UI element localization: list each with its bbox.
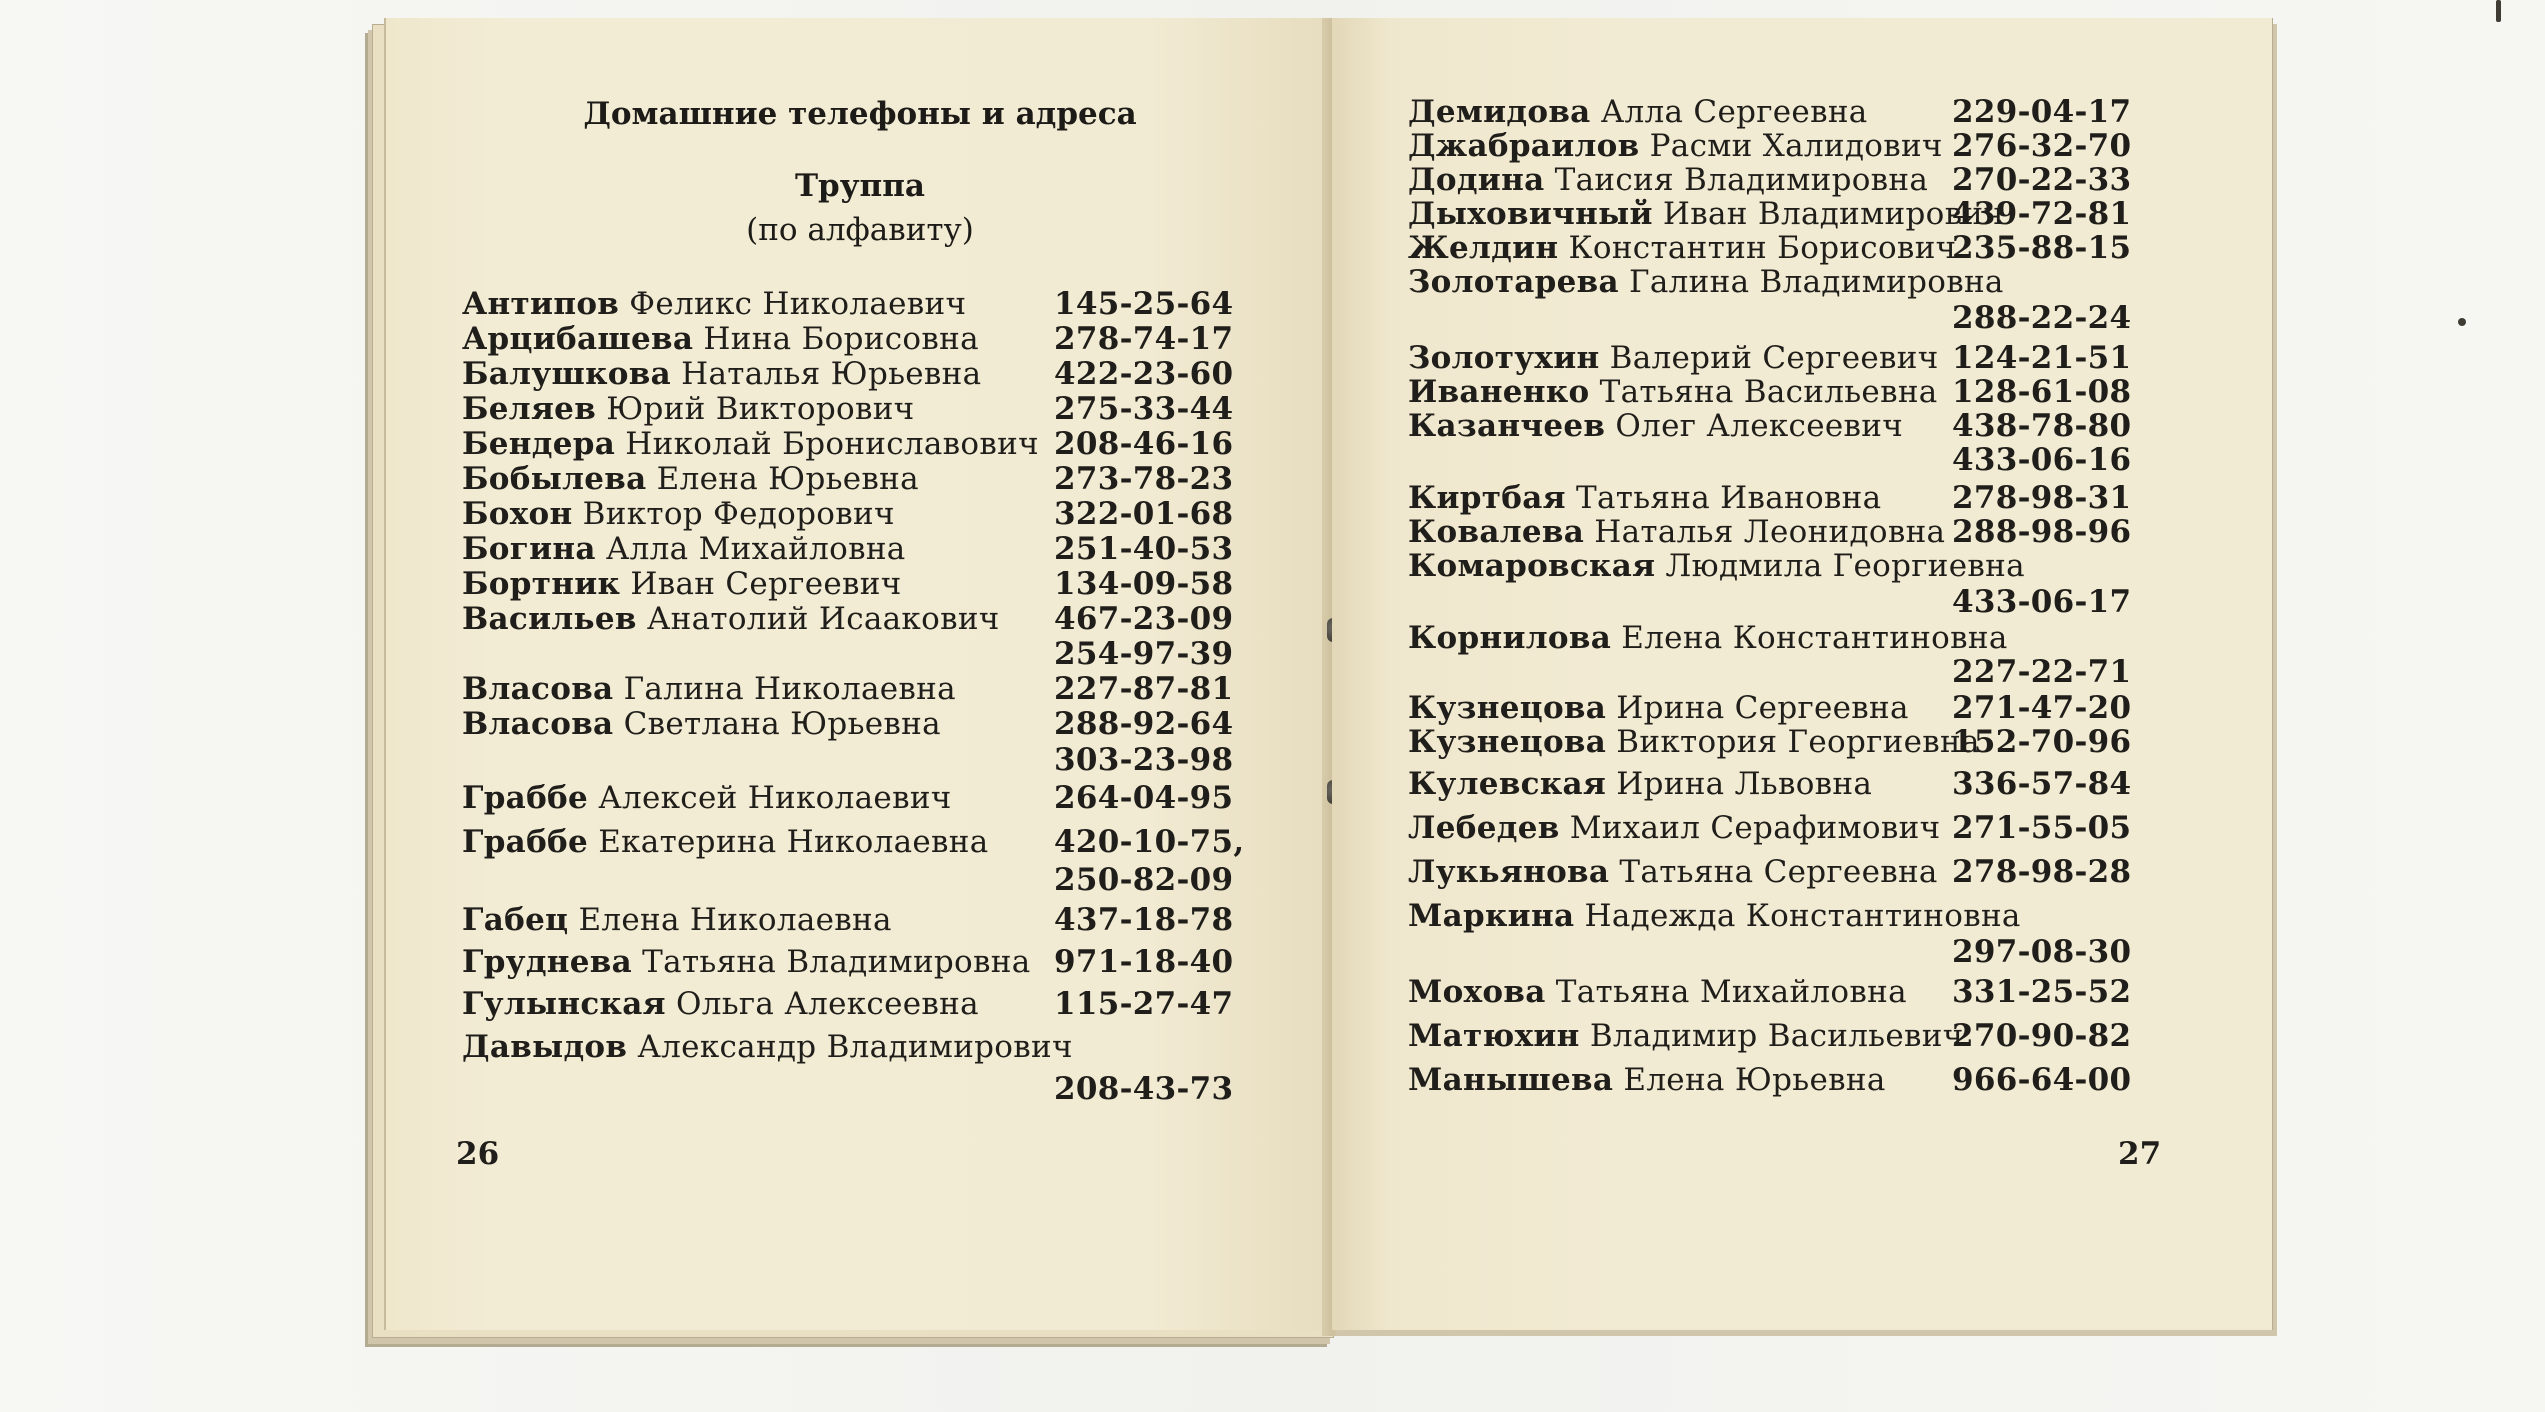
directory-entry <box>462 426 1039 462</box>
entry-surname: Власова <box>462 706 614 742</box>
entry-surname: Додина <box>1408 162 1545 198</box>
entry-given-names: Людмила Георгиевна <box>1655 548 2025 584</box>
phone-number: 128-61-08 <box>1952 374 2132 410</box>
directory-entry <box>1408 374 1938 410</box>
entry-given-names: Татьяна Васильевна <box>1589 374 1938 410</box>
entry-surname: Лебедев <box>1408 810 1560 846</box>
entry-given-names: Елена Юрьевна <box>1613 1062 1886 1098</box>
entry-surname: Ковалева <box>1408 514 1585 550</box>
entry-given-names: Виктор Федорович <box>572 496 895 532</box>
entry-given-names: Александр Владимирович <box>627 1029 1073 1065</box>
booklet-spread <box>372 18 2272 1338</box>
directory-entry <box>462 566 902 602</box>
phone-number: 273-78-23 <box>1054 461 1234 497</box>
phone-number: 115-27-47 <box>1054 986 1234 1022</box>
phone-number: 422-23-60 <box>1054 356 1234 392</box>
phone-number: 278-98-28 <box>1952 854 2132 890</box>
phone-number: 264-04-95 <box>1054 780 1234 816</box>
phone-number: 439-72-81 <box>1952 196 2132 232</box>
entry-surname: Киртбая <box>1408 480 1566 516</box>
entry-given-names: Алла Михайловна <box>595 531 906 567</box>
entry-surname: Золотухин <box>1408 340 1600 376</box>
entry-given-names: Таисия Владимировна <box>1544 162 1929 198</box>
entry-surname: Комаровская <box>1408 548 1656 584</box>
phone-number: 124-21-51 <box>1952 340 2132 376</box>
directory-entry <box>1408 854 1938 890</box>
directory-entry <box>462 986 979 1022</box>
page-number-right: 27 <box>2118 1136 2162 1172</box>
phone-number: 433-06-17 <box>1952 584 2132 620</box>
directory-entry <box>462 944 1031 980</box>
phone-number: 145-25-64 <box>1054 286 1234 322</box>
directory-entry <box>1408 340 1939 376</box>
entry-surname: Джабраилов <box>1408 128 1640 164</box>
directory-entry <box>462 902 892 938</box>
directory-entry <box>1408 480 1881 516</box>
entry-surname: Бохон <box>462 496 573 532</box>
directory-entry <box>462 391 914 427</box>
entry-surname: Антипов <box>462 286 620 322</box>
phone-number: 467-23-09 <box>1054 601 1234 637</box>
entry-given-names: Ирина Львовна <box>1606 766 1873 802</box>
phone-number: 278-98-31 <box>1952 480 2132 516</box>
entry-surname: Мохова <box>1408 974 1546 1010</box>
phone-number: 271-47-20 <box>1952 690 2132 726</box>
entry-given-names: Наталья Леонидовна <box>1584 514 1946 550</box>
phone-number: 433-06-16 <box>1952 442 2132 478</box>
directory-entry <box>1408 690 1909 726</box>
entry-surname: Кулевская <box>1408 766 1607 802</box>
entry-surname: Груднева <box>462 944 633 980</box>
entry-given-names: Николай Брониславович <box>615 426 1039 462</box>
phone-number: 134-09-58 <box>1054 566 1234 602</box>
phone-number: 152-70-96 <box>1952 724 2132 760</box>
dust-mark <box>2496 0 2501 22</box>
entry-given-names: Михаил Серафимович <box>1559 810 1941 846</box>
directory-entry <box>462 356 981 392</box>
directory-entry <box>462 1029 1073 1065</box>
directory-entry <box>1408 1062 1886 1098</box>
directory-entry <box>1408 898 2021 934</box>
entry-surname: Манышева <box>1408 1062 1614 1098</box>
entry-given-names: Елена Николаевна <box>568 902 892 938</box>
directory-entry <box>1408 162 1928 198</box>
entry-surname: Дыховичный <box>1408 196 1653 232</box>
entry-surname: Васильев <box>462 601 637 637</box>
entry-surname: Давыдов <box>462 1029 628 1065</box>
phone-number: 254-97-39 <box>1054 636 1234 672</box>
directory-entry <box>462 531 906 567</box>
directory-entry <box>1408 724 1980 760</box>
entry-given-names: Елена Константиновна <box>1611 620 2008 656</box>
phone-number: 288-22-24 <box>1952 300 2132 336</box>
phone-number: 229-04-17 <box>1952 94 2132 130</box>
phone-number: 966-64-00 <box>1952 1062 2132 1098</box>
entry-given-names: Елена Юрьевна <box>646 461 919 497</box>
phone-number: 971-18-40 <box>1054 944 1234 980</box>
entry-given-names: Алла Сергеевна <box>1590 94 1868 130</box>
section-heading: Труппа <box>794 168 926 204</box>
entry-surname: Гулынская <box>462 986 666 1022</box>
directory-entry <box>1408 230 1956 266</box>
directory-entry <box>1408 974 1907 1010</box>
entry-surname: Матюхин <box>1408 1018 1580 1054</box>
directory-entry <box>1408 810 1940 846</box>
phone-number: 288-92-64 <box>1054 706 1234 742</box>
entry-surname: Золотарева <box>1408 264 1619 300</box>
phone-number: 208-43-73 <box>1054 1071 1234 1107</box>
entry-given-names: Владимир Васильевич <box>1579 1018 1964 1054</box>
directory-entry <box>1408 264 2004 300</box>
directory-entry <box>1408 1018 1964 1054</box>
phone-number: 275-33-44 <box>1054 391 1234 427</box>
directory-entry <box>1408 620 2008 656</box>
phone-number: 278-74-17 <box>1054 321 1234 357</box>
entry-given-names: Ольга Алексеевна <box>665 986 979 1022</box>
entry-surname: Желдин <box>1408 230 1559 266</box>
phone-number: 270-90-82 <box>1952 1018 2132 1054</box>
entry-given-names: Галина Николаевна <box>613 671 956 707</box>
phone-number: 227-87-81 <box>1054 671 1234 707</box>
entry-surname: Кузнецова <box>1408 724 1607 760</box>
directory-entry <box>1408 548 2025 584</box>
entry-given-names: Расми Халидович <box>1639 128 1943 164</box>
phone-number: 271-55-05 <box>1952 810 2132 846</box>
phone-number: 288-98-96 <box>1952 514 2132 550</box>
entry-given-names: Татьяна Сергеевна <box>1609 854 1938 890</box>
entry-surname: Беляев <box>462 391 597 427</box>
directory-entry <box>462 286 966 322</box>
phone-number: 250-82-09 <box>1054 862 1234 898</box>
phone-number: 438-78-80 <box>1952 408 2132 444</box>
phone-number: 303-23-98 <box>1054 742 1234 778</box>
entry-given-names: Нина Борисовна <box>693 321 979 357</box>
phone-number: 208-46-16 <box>1054 426 1234 462</box>
directory-entry <box>462 496 895 532</box>
phone-number: 270-22-33 <box>1952 162 2132 198</box>
directory-entry <box>462 671 956 707</box>
entry-given-names: Анатолий Исаакович <box>636 601 1000 637</box>
entry-surname: Маркина <box>1408 898 1575 934</box>
entry-given-names: Наталья Юрьевна <box>670 356 982 392</box>
phone-number: 420-10-75, <box>1054 824 1245 860</box>
phone-number: 437-18-78 <box>1054 902 1234 938</box>
entry-surname: Казанчеев <box>1408 408 1606 444</box>
entry-surname: Лукьянова <box>1408 854 1610 890</box>
entry-surname: Габец <box>462 902 569 938</box>
entry-given-names: Галина Владимировна <box>1618 264 2004 300</box>
entry-surname: Богина <box>462 531 596 567</box>
phone-number: 322-01-68 <box>1054 496 1234 532</box>
entry-given-names: Иван Владимирович <box>1652 196 2005 232</box>
entry-surname: Бендера <box>462 426 616 462</box>
entry-surname: Арцибашева <box>462 321 694 357</box>
entry-given-names: Феликс Николаевич <box>619 286 967 322</box>
directory-entry <box>462 706 941 742</box>
entry-given-names: Татьяна Михайловна <box>1545 974 1907 1010</box>
entry-surname: Бортник <box>462 566 621 602</box>
directory-entry <box>1408 766 1872 802</box>
phone-number: 276-32-70 <box>1952 128 2132 164</box>
dust-speck <box>2458 318 2466 326</box>
entry-given-names: Надежда Константиновна <box>1574 898 2021 934</box>
entry-given-names: Екатерина Николаевна <box>588 824 989 860</box>
directory-entry <box>462 321 979 357</box>
entry-surname: Бобылева <box>462 461 647 497</box>
entry-surname: Иваненко <box>1408 374 1590 410</box>
entry-given-names: Иван Сергеевич <box>620 566 902 602</box>
directory-entry <box>1408 94 1868 130</box>
directory-entry <box>1408 514 1945 550</box>
entry-given-names: Татьяна Ивановна <box>1565 480 1882 516</box>
phone-number: 227-22-71 <box>1952 654 2132 690</box>
page-title: Домашние телефоны и адреса <box>583 96 1137 132</box>
entry-given-names: Валерий Сергеевич <box>1599 340 1939 376</box>
entry-given-names: Константин Борисович <box>1558 230 1957 266</box>
entry-given-names: Алексей Николаевич <box>588 780 952 816</box>
directory-entry <box>462 824 989 860</box>
entry-surname: Корнилова <box>1408 620 1612 656</box>
directory-entry <box>1408 408 1903 444</box>
order-note: (по алфавиту) <box>746 212 974 248</box>
entry-surname: Кузнецова <box>1408 690 1607 726</box>
phone-number: 336-57-84 <box>1952 766 2132 802</box>
entry-given-names: Юрий Викторович <box>596 391 915 427</box>
entry-surname: Власова <box>462 671 614 707</box>
left-page <box>384 18 1334 1330</box>
entry-surname: Граббе <box>462 780 589 816</box>
phone-number: 297-08-30 <box>1952 934 2132 970</box>
phone-number: 251-40-53 <box>1054 531 1234 567</box>
phone-number: 235-88-15 <box>1952 230 2132 266</box>
directory-entry <box>462 601 1000 637</box>
entry-surname: Граббе <box>462 824 589 860</box>
entry-given-names: Татьяна Владимировна <box>632 944 1031 980</box>
phone-number: 331-25-52 <box>1952 974 2132 1010</box>
page-number-left: 26 <box>456 1136 500 1172</box>
directory-entry <box>462 461 919 497</box>
directory-entry <box>462 780 952 816</box>
right-page <box>1332 18 2273 1330</box>
entry-given-names: Светлана Юрьевна <box>613 706 941 742</box>
entry-surname: Демидова <box>1408 94 1591 130</box>
directory-entry <box>1408 196 2004 232</box>
entry-given-names: Ирина Сергеевна <box>1606 690 1909 726</box>
entry-given-names: Олег Алексеевич <box>1605 408 1903 444</box>
entry-surname: Балушкова <box>462 356 671 392</box>
directory-entry <box>1408 128 1943 164</box>
entry-given-names: Виктория Георгиевна <box>1606 724 1980 760</box>
